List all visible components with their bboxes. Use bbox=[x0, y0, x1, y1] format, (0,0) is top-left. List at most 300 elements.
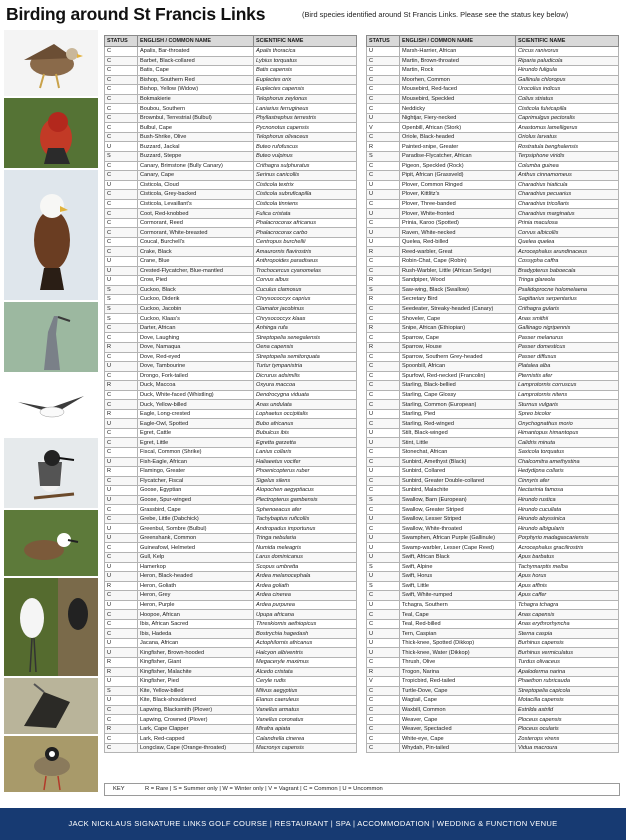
bird-common-name: Buzzard, Steppe bbox=[138, 152, 254, 162]
bird-scientific-name: Anas capensis bbox=[516, 610, 619, 620]
bird-status: C bbox=[367, 381, 400, 391]
table-row bbox=[105, 94, 357, 104]
bird-common-name: Ibis, African Sacred bbox=[138, 619, 254, 629]
table-row bbox=[367, 543, 619, 553]
bird-common-name: Weaver, Spectacled bbox=[400, 724, 516, 734]
bird-status: C bbox=[367, 104, 400, 114]
table-row bbox=[105, 266, 357, 276]
bird-status: U bbox=[367, 190, 400, 200]
table-row bbox=[105, 505, 357, 515]
bird-common-name: Rush-Warbler, Little (African Sedge) bbox=[400, 266, 516, 276]
bird-scientific-name: Circus ranivorus bbox=[516, 47, 619, 57]
bird-status: V bbox=[367, 123, 400, 133]
table-row bbox=[105, 658, 357, 668]
bird-common-name: Sunbird, Malachite bbox=[400, 486, 516, 496]
bird-common-name: Dove, Namaqua bbox=[138, 342, 254, 352]
bird-status: C bbox=[105, 190, 138, 200]
bird-common-name: Longclaw, Cape (Orange-throated) bbox=[138, 743, 254, 753]
bird-scientific-name: Charadrius tricollaris bbox=[516, 199, 619, 209]
bird-common-name: Wagtail, Cape bbox=[400, 696, 516, 706]
table-row bbox=[367, 199, 619, 209]
bird-scientific-name: Telophorus olivaceus bbox=[254, 132, 357, 142]
bird-common-name: Snipe, African (Ethiopian) bbox=[400, 323, 516, 333]
bird-status: C bbox=[367, 371, 400, 381]
bird-scientific-name: Charadrius pecuarius bbox=[516, 190, 619, 200]
bird-common-name: Starling, Pied bbox=[400, 409, 516, 419]
bird-status: C bbox=[367, 610, 400, 620]
table-row bbox=[367, 610, 619, 620]
table-row bbox=[105, 190, 357, 200]
bird-scientific-name: Corvus albicollis bbox=[516, 228, 619, 238]
bird-scientific-name: Haliaeetus vocifer bbox=[254, 457, 357, 467]
bird-common-name: Greenshank, Common bbox=[138, 533, 254, 543]
barbet-photo bbox=[4, 98, 98, 168]
bird-scientific-name: Rostratula benghalensis bbox=[516, 142, 619, 152]
bird-common-name: Sparrow, Cape bbox=[400, 333, 516, 343]
table-row bbox=[367, 600, 619, 610]
bird-common-name: Oriole, Black-headed bbox=[400, 132, 516, 142]
bird-scientific-name: Cinnyris afer bbox=[516, 476, 619, 486]
bird-scientific-name: Ploceus ocularis bbox=[516, 724, 619, 734]
bird-status: C bbox=[105, 705, 138, 715]
table-row bbox=[367, 228, 619, 238]
bird-status: U bbox=[105, 638, 138, 648]
bird-status: C bbox=[105, 237, 138, 247]
bird-common-name: Cormorant, Reed bbox=[138, 218, 254, 228]
bird-status: U bbox=[367, 638, 400, 648]
bird-common-name: Teal, Red-billed bbox=[400, 619, 516, 629]
table-header-row bbox=[367, 36, 619, 47]
bird-status: R bbox=[367, 276, 400, 286]
bird-status: C bbox=[105, 56, 138, 66]
bird-scientific-name: Apus affinis bbox=[516, 581, 619, 591]
bird-scientific-name: Cisticola textrix bbox=[254, 180, 357, 190]
bird-scientific-name: Macronyx capensis bbox=[254, 743, 357, 753]
bird-status: U bbox=[367, 572, 400, 582]
status-column-header: STATUS bbox=[105, 36, 138, 47]
bird-scientific-name: Tchagra tchagra bbox=[516, 600, 619, 610]
table-row bbox=[367, 400, 619, 410]
bird-status: U bbox=[367, 409, 400, 419]
fish-eagle-photo bbox=[4, 170, 98, 300]
bird-scientific-name: Megaceryle maximus bbox=[254, 658, 357, 668]
bird-common-name: Ibis, Hadeda bbox=[138, 629, 254, 639]
table-row bbox=[105, 419, 357, 429]
bird-status: C bbox=[367, 94, 400, 104]
bird-scientific-name: Amaurornis flavirostris bbox=[254, 247, 357, 257]
table-row bbox=[105, 247, 357, 257]
bird-status: C bbox=[367, 66, 400, 76]
bird-common-name: Shoveler, Cape bbox=[400, 314, 516, 324]
bird-common-name: Cisticola, Cloud bbox=[138, 180, 254, 190]
duck-photo bbox=[4, 510, 98, 576]
bird-status: C bbox=[105, 352, 138, 362]
bird-common-name: Stonechat, African bbox=[400, 447, 516, 457]
table-row bbox=[367, 85, 619, 95]
scientific-name-column-header: SCIENTIFIC NAME bbox=[516, 36, 619, 47]
bird-scientific-name: Ceryle rudis bbox=[254, 677, 357, 687]
bird-scientific-name: Larus dominicanus bbox=[254, 552, 357, 562]
table-row bbox=[105, 667, 357, 677]
table-row bbox=[367, 667, 619, 677]
bird-status: C bbox=[367, 333, 400, 343]
table-row bbox=[105, 304, 357, 314]
bird-scientific-name: Alcedo cristata bbox=[254, 667, 357, 677]
bird-common-name: Lark, Red-capped bbox=[138, 734, 254, 744]
bird-scientific-name: Buteo vulpinus bbox=[254, 152, 357, 162]
bird-scientific-name: Cisticola tinniens bbox=[254, 199, 357, 209]
table-row bbox=[367, 352, 619, 362]
table-row bbox=[367, 142, 619, 152]
table-row bbox=[367, 562, 619, 572]
bird-status: V bbox=[367, 677, 400, 687]
bird-status: U bbox=[367, 514, 400, 524]
bird-common-name: Cisticola, Levaillant's bbox=[138, 199, 254, 209]
table-row bbox=[367, 438, 619, 448]
bird-status: U bbox=[367, 533, 400, 543]
table-row bbox=[105, 113, 357, 123]
birds-table-right bbox=[366, 35, 619, 753]
bird-common-name: Nightjar, Fiery-necked bbox=[400, 113, 516, 123]
bird-status: C bbox=[105, 66, 138, 76]
page-subtitle: (Bird species identified around St Francis Links. Please see the status key below) bbox=[302, 10, 569, 19]
bird-scientific-name: Quelea quelea bbox=[516, 237, 619, 247]
bird-scientific-name: Laniarius ferrugineus bbox=[254, 104, 357, 114]
bird-scientific-name: Calidris minuta bbox=[516, 438, 619, 448]
bird-common-name: Brownbul, Terrestrial (Bulbul) bbox=[138, 113, 254, 123]
bird-common-name: Goose, Egyptian bbox=[138, 486, 254, 496]
bird-status: C bbox=[367, 362, 400, 372]
bird-common-name: Crake, Black bbox=[138, 247, 254, 257]
bird-status: R bbox=[105, 667, 138, 677]
bird-scientific-name: Passer diffusus bbox=[516, 352, 619, 362]
bird-scientific-name: Scopus umbretta bbox=[254, 562, 357, 572]
bird-scientific-name: Streptopelia senegalensis bbox=[254, 333, 357, 343]
bird-status: U bbox=[367, 180, 400, 190]
bird-scientific-name: Phyllastrephus terrestris bbox=[254, 113, 357, 123]
bird-scientific-name: Zosterops virens bbox=[516, 734, 619, 744]
table-row bbox=[367, 457, 619, 467]
table-row bbox=[105, 400, 357, 410]
bird-scientific-name: Porphyrio madagascariensis bbox=[516, 533, 619, 543]
common-name-column-header: ENGLISH / COMMON NAME bbox=[400, 36, 516, 47]
key-label: KEY bbox=[113, 786, 125, 792]
bird-common-name: Spoonbill, African bbox=[400, 362, 516, 372]
table-row bbox=[105, 591, 357, 601]
bird-scientific-name: Euplectes orix bbox=[254, 75, 357, 85]
bird-status: C bbox=[367, 75, 400, 85]
bird-common-name: Kite, Yellow-billed bbox=[138, 686, 254, 696]
bird-scientific-name: Vanellus coronatus bbox=[254, 715, 357, 725]
bird-common-name: Cisticola, Grey-backed bbox=[138, 190, 254, 200]
bird-status: C bbox=[367, 486, 400, 496]
bird-scientific-name: Upupa africana bbox=[254, 610, 357, 620]
bird-status: U bbox=[367, 648, 400, 658]
table-row bbox=[367, 447, 619, 457]
bird-status: U bbox=[105, 696, 138, 706]
bird-status: C bbox=[367, 505, 400, 515]
bird-status: C bbox=[105, 161, 138, 171]
bird-status: C bbox=[105, 228, 138, 238]
bird-status: C bbox=[105, 619, 138, 629]
bird-common-name: Whydah, Pin-tailed bbox=[400, 743, 516, 753]
table-row bbox=[367, 94, 619, 104]
bird-scientific-name: Numida meleagris bbox=[254, 543, 357, 553]
bird-scientific-name: Sagittarius serpentarius bbox=[516, 295, 619, 305]
bird-common-name: Grassbird, Cape bbox=[138, 505, 254, 515]
bird-status: C bbox=[105, 438, 138, 448]
table-row bbox=[367, 552, 619, 562]
bird-status: U bbox=[367, 47, 400, 57]
bird-status: C bbox=[105, 323, 138, 333]
bird-scientific-name: Sphenoeacus afer bbox=[254, 505, 357, 515]
bird-common-name: Swift, Horus bbox=[400, 572, 516, 582]
bird-status: S bbox=[367, 562, 400, 572]
bird-common-name: Swift, White-rumped bbox=[400, 591, 516, 601]
bird-status: C bbox=[367, 266, 400, 276]
bird-status: C bbox=[105, 47, 138, 57]
bird-common-name: Drongo, Fork-tailed bbox=[138, 371, 254, 381]
bird-common-name: Stilt, Black-winged bbox=[400, 428, 516, 438]
table-row bbox=[367, 476, 619, 486]
bird-status: C bbox=[105, 333, 138, 343]
bird-common-name: Sparrow, Southern Grey-headed bbox=[400, 352, 516, 362]
table-row bbox=[105, 715, 357, 725]
bird-status: C bbox=[367, 696, 400, 706]
bird-common-name: Pigeon, Speckled (Rock) bbox=[400, 161, 516, 171]
bird-scientific-name: Anas smithii bbox=[516, 314, 619, 324]
bird-common-name: Seedeater, Streaky-headed (Canary) bbox=[400, 304, 516, 314]
bird-scientific-name: Corvus albus bbox=[254, 276, 357, 286]
bird-status: U bbox=[105, 266, 138, 276]
bird-status: S bbox=[367, 581, 400, 591]
bird-scientific-name: Prinia maculosa bbox=[516, 218, 619, 228]
bird-scientific-name: Egretta garzetta bbox=[254, 438, 357, 448]
table-row bbox=[105, 362, 357, 372]
bird-common-name: White-eye, Cape bbox=[400, 734, 516, 744]
bird-status: U bbox=[367, 113, 400, 123]
bird-scientific-name: Oena capensis bbox=[254, 342, 357, 352]
bird-common-name: Swift, Little bbox=[400, 581, 516, 591]
bird-scientific-name: Hedydipna collaris bbox=[516, 467, 619, 477]
bird-common-name: Lapwing, Blacksmith (Plover) bbox=[138, 705, 254, 715]
bird-status: R bbox=[105, 658, 138, 668]
bird-scientific-name: Elanus caeruleus bbox=[254, 696, 357, 706]
bird-status: U bbox=[367, 600, 400, 610]
bird-scientific-name: Phaethon rubricauda bbox=[516, 677, 619, 687]
bird-status: U bbox=[367, 438, 400, 448]
table-row bbox=[105, 85, 357, 95]
table-row bbox=[105, 218, 357, 228]
bird-common-name: Trogon, Narina bbox=[400, 667, 516, 677]
bird-common-name: Saw-wing, Black (Swallow) bbox=[400, 285, 516, 295]
bird-common-name: Sunbird, Greater Double-collared bbox=[400, 476, 516, 486]
bird-common-name: Prinia, Karoo (Spotted) bbox=[400, 218, 516, 228]
bird-common-name: Kite, Black-shouldered bbox=[138, 696, 254, 706]
bird-common-name: Canary, Cape bbox=[138, 171, 254, 181]
bird-scientific-name: Sigelus silens bbox=[254, 476, 357, 486]
bird-status: U bbox=[105, 419, 138, 429]
bird-scientific-name: Crithagra sulphuratus bbox=[254, 161, 357, 171]
bird-status: U bbox=[105, 362, 138, 372]
table-row bbox=[105, 228, 357, 238]
bird-status: C bbox=[105, 218, 138, 228]
table-row bbox=[367, 390, 619, 400]
bird-common-name: Cuckoo, Diderik bbox=[138, 295, 254, 305]
table-row bbox=[367, 381, 619, 391]
bird-scientific-name: Trochocercus cyanomelas bbox=[254, 266, 357, 276]
table-row bbox=[367, 209, 619, 219]
bird-common-name: Painted-snipe, Greater bbox=[400, 142, 516, 152]
bird-status: C bbox=[367, 447, 400, 457]
bird-common-name: Thick-knee, Spotted (Dikkop) bbox=[400, 638, 516, 648]
bird-common-name: Mousebird, Speckled bbox=[400, 94, 516, 104]
buzzard-photo bbox=[4, 30, 98, 96]
bird-scientific-name: Chrysococcyx klaas bbox=[254, 314, 357, 324]
bird-scientific-name: Chrysococcyx caprius bbox=[254, 295, 357, 305]
table-row bbox=[367, 66, 619, 76]
bird-status: C bbox=[105, 132, 138, 142]
bird-common-name: Raven, White-necked bbox=[400, 228, 516, 238]
bird-common-name: Pipit, African (Grassveld) bbox=[400, 171, 516, 181]
bird-common-name: Openbill, African (Stork) bbox=[400, 123, 516, 133]
bird-scientific-name: Dendrocygna viduata bbox=[254, 390, 357, 400]
footer-text: JACK NICKLAUS SIGNATURE LINKS GOLF COURSE | RESTAURANT | SPA | ACCOMMODATION | WEDDING & FUNCTION VENUE bbox=[68, 819, 558, 828]
bird-status: C bbox=[367, 419, 400, 429]
table-row bbox=[367, 266, 619, 276]
bird-common-name: Flamingo, Greater bbox=[138, 467, 254, 477]
bird-common-name: Waxbill, Common bbox=[400, 705, 516, 715]
bird-scientific-name: Hirundo albigularis bbox=[516, 524, 619, 534]
bird-status: C bbox=[367, 132, 400, 142]
bird-scientific-name: Ardea purpurea bbox=[254, 600, 357, 610]
bird-scientific-name: Cisticola fulvicapilla bbox=[516, 104, 619, 114]
bird-common-name: Apalis, Bar-throated bbox=[138, 47, 254, 57]
bird-scientific-name: Apus barbatus bbox=[516, 552, 619, 562]
bird-common-name: Swamp-warbler, Lesser (Cape Reed) bbox=[400, 543, 516, 553]
table-row bbox=[105, 610, 357, 620]
key-legend-text: R = Rare | S = Summer only | W = Winter only | V = Vagrant | C = Common | U = Uncommon bbox=[145, 786, 383, 792]
bird-scientific-name: Himantopus himantopus bbox=[516, 428, 619, 438]
bird-status: S bbox=[105, 314, 138, 324]
bird-scientific-name: Streptopelia capicola bbox=[516, 686, 619, 696]
table-row bbox=[367, 218, 619, 228]
bird-common-name: Duck, Yellow-billed bbox=[138, 400, 254, 410]
bird-scientific-name: Acrocephalus arundinaceus bbox=[516, 247, 619, 257]
table-row bbox=[367, 514, 619, 524]
bird-scientific-name: Phalacrocorax africanus bbox=[254, 218, 357, 228]
table-row bbox=[105, 142, 357, 152]
bird-scientific-name: Phoenicopterus ruber bbox=[254, 467, 357, 477]
table-row bbox=[367, 247, 619, 257]
bird-scientific-name: Nectarinia famosa bbox=[516, 486, 619, 496]
bird-common-name: Barbet, Black-collared bbox=[138, 56, 254, 66]
bird-status: U bbox=[105, 648, 138, 658]
bird-status: R bbox=[367, 295, 400, 305]
bird-scientific-name: Calandrella cinerea bbox=[254, 734, 357, 744]
bird-scientific-name: Bubo africanus bbox=[254, 419, 357, 429]
bird-status: C bbox=[367, 457, 400, 467]
table-row bbox=[367, 152, 619, 162]
openbill-photo bbox=[4, 678, 98, 734]
bird-status: R bbox=[105, 581, 138, 591]
table-row bbox=[367, 677, 619, 687]
table-row bbox=[105, 533, 357, 543]
bird-common-name: Darter, African bbox=[138, 323, 254, 333]
bird-status: C bbox=[367, 743, 400, 753]
table-row bbox=[367, 524, 619, 534]
bird-scientific-name: Oxyura maccoa bbox=[254, 381, 357, 391]
bird-scientific-name: Passer domesticus bbox=[516, 342, 619, 352]
bird-common-name: Lark, Cape Clapper bbox=[138, 724, 254, 734]
bird-scientific-name: Hirundo cucullata bbox=[516, 505, 619, 515]
bird-scientific-name: Gallinula chloropus bbox=[516, 75, 619, 85]
gull-photo bbox=[4, 374, 98, 436]
table-row bbox=[105, 447, 357, 457]
bird-status: C bbox=[105, 371, 138, 381]
table-row bbox=[105, 495, 357, 505]
table-row bbox=[105, 705, 357, 715]
bird-scientific-name: Sturnus vulgaris bbox=[516, 400, 619, 410]
table-row bbox=[105, 581, 357, 591]
bird-common-name: Duck, Maccoa bbox=[138, 381, 254, 391]
bird-scientific-name: Alopochen aegyptiacus bbox=[254, 486, 357, 496]
bird-status: R bbox=[105, 467, 138, 477]
table-row bbox=[105, 428, 357, 438]
table-row bbox=[367, 333, 619, 343]
bird-common-name: Martin, Rock bbox=[400, 66, 516, 76]
table-row bbox=[105, 132, 357, 142]
bird-scientific-name: Halcyon albiventris bbox=[254, 648, 357, 658]
bird-scientific-name: Burhinus vermiculatus bbox=[516, 648, 619, 658]
bird-scientific-name: Lophaetus occipitalis bbox=[254, 409, 357, 419]
bird-scientific-name: Gallinago nigripennis bbox=[516, 323, 619, 333]
bird-scientific-name: Ardea goliath bbox=[254, 581, 357, 591]
birds-table-left bbox=[104, 35, 357, 753]
bird-scientific-name: Colius striatus bbox=[516, 94, 619, 104]
bird-common-name: Sunbird, Amethyst (Black) bbox=[400, 457, 516, 467]
bird-status: U bbox=[367, 228, 400, 238]
bird-scientific-name: Pternistis afer bbox=[516, 371, 619, 381]
bird-scientific-name: Tachybaptus ruficollis bbox=[254, 514, 357, 524]
bird-status: R bbox=[367, 667, 400, 677]
bird-status: U bbox=[367, 237, 400, 247]
table-row bbox=[367, 371, 619, 381]
bird-common-name: Lapwing, Crowned (Plover) bbox=[138, 715, 254, 725]
table-row bbox=[367, 581, 619, 591]
table-row bbox=[367, 734, 619, 744]
bird-common-name: Weaver, Cape bbox=[400, 715, 516, 725]
bird-common-name: Tropicbird, Red-tailed bbox=[400, 677, 516, 687]
bird-common-name: Boubou, Southern bbox=[138, 104, 254, 114]
table-row bbox=[367, 743, 619, 753]
bird-scientific-name: Turdus olivaceus bbox=[516, 658, 619, 668]
bird-status: C bbox=[105, 610, 138, 620]
bird-common-name: Goose, Spur-winged bbox=[138, 495, 254, 505]
bird-status: C bbox=[367, 705, 400, 715]
bird-status: C bbox=[367, 199, 400, 209]
bird-common-name: Crested-Flycatcher, Blue-mantled bbox=[138, 266, 254, 276]
bird-scientific-name: Tringa glareola bbox=[516, 276, 619, 286]
table-row bbox=[367, 533, 619, 543]
bird-scientific-name: Phalacrocorax carbo bbox=[254, 228, 357, 238]
table-row bbox=[367, 304, 619, 314]
bird-scientific-name: Anas erythrorhyncha bbox=[516, 619, 619, 629]
bird-common-name: Spurfowl, Red-necked (Francolin) bbox=[400, 371, 516, 381]
bird-status: R bbox=[367, 323, 400, 333]
table-row bbox=[367, 638, 619, 648]
table-row bbox=[367, 705, 619, 715]
